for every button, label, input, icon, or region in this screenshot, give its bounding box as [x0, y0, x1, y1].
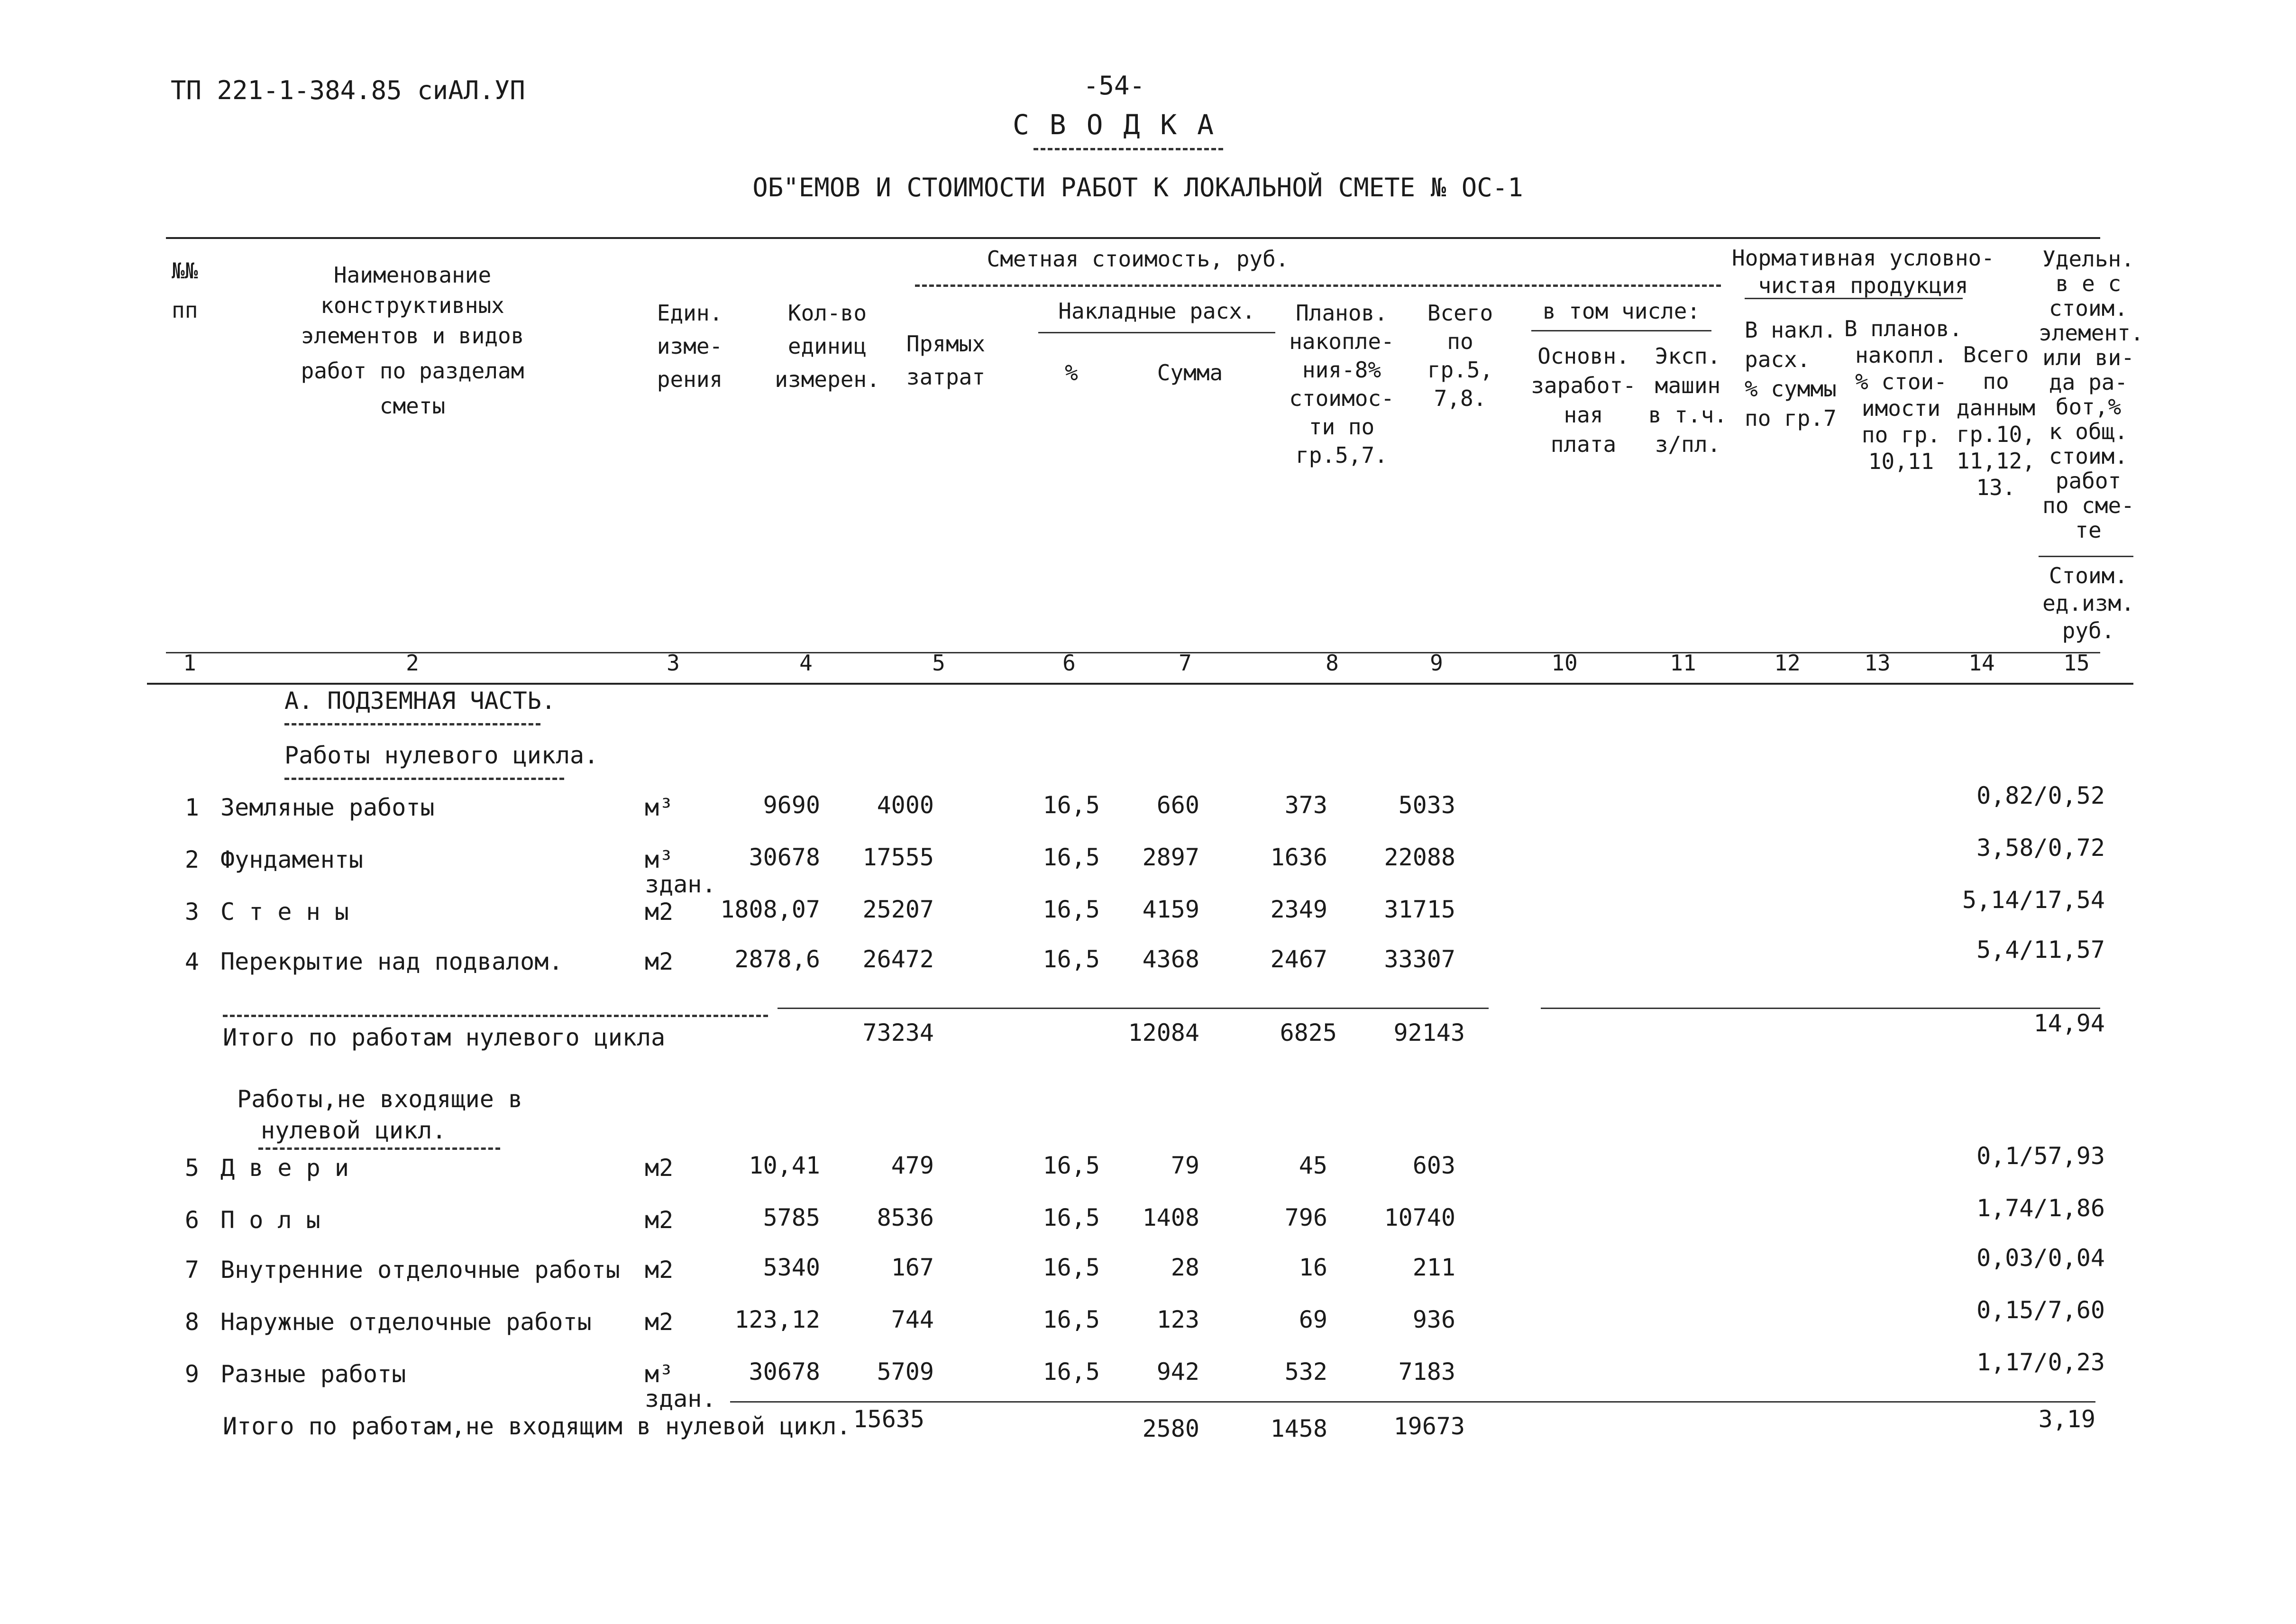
header-specific-line: Удельн. — [2042, 246, 2134, 272]
header-specific-unit — [2039, 562, 2138, 644]
header-direct-line: Прямых — [906, 331, 986, 357]
header-unit-line: Един. — [657, 300, 723, 326]
row-planned: 532 — [1284, 1358, 1327, 1385]
zero-total-label: Итого по работам нулевого цикла — [223, 1024, 666, 1051]
column-number: 5 — [932, 650, 945, 676]
document-code: ТП 221-1-384.85 сиАЛ.УП — [171, 75, 525, 105]
row-total: 10740 — [1384, 1204, 1455, 1231]
row-name: С т е н ы — [220, 898, 349, 926]
header-norm-overhead-line: В накл. — [1745, 317, 1837, 343]
zero-total-planned: 6825 — [1280, 1019, 1337, 1046]
header-total — [1413, 299, 1508, 413]
header-norm-total-line: 13. — [1976, 475, 2016, 500]
header-norm-planned-line: % стои- — [1855, 369, 1947, 395]
header-norm-overhead-line: % суммы — [1745, 376, 1837, 402]
row-direct: 479 — [891, 1152, 934, 1179]
column-number: 13 — [1864, 650, 1891, 676]
row-overhead-sum: 4368 — [1142, 945, 1199, 973]
column-number: 6 — [1062, 650, 1076, 676]
header-norm-total — [1948, 341, 2043, 501]
row-unit: м2 — [645, 1154, 674, 1182]
header-wages-line: Основн. — [1537, 343, 1629, 369]
row-qty: 1808,07 — [720, 896, 820, 923]
row-name: Внутренние отделочные работы — [220, 1256, 620, 1284]
non-zero-total-sum: 2580 — [1142, 1415, 1199, 1442]
overhead-group-rule — [1038, 332, 1275, 333]
header-overhead-sum: Сумма — [1157, 360, 1223, 385]
header-specific — [2039, 246, 2144, 543]
row-direct: 17555 — [862, 844, 934, 871]
row-total: 7183 — [1398, 1358, 1455, 1385]
header-specific-line: бот,% — [2055, 394, 2122, 420]
row-total: 936 — [1412, 1306, 1455, 1333]
row-overhead-pct: 16,5 — [1043, 1358, 1100, 1385]
row-number: 4 — [184, 948, 199, 975]
row-qty: 2878,6 — [734, 945, 820, 973]
row-specific: 0,03/0,04 — [1976, 1244, 2105, 1272]
row-specific: 3,58/0,72 — [1976, 834, 2105, 862]
header-wages-line: плата — [1550, 431, 1617, 457]
header-machines-line: Эксп. — [1655, 343, 1721, 369]
row-qty: 30678 — [749, 1358, 820, 1385]
row-specific: 1,74/1,86 — [1976, 1194, 2105, 1222]
row-planned: 796 — [1284, 1204, 1327, 1231]
header-total-line: по — [1447, 329, 1473, 354]
specific-split-rule — [2039, 556, 2133, 557]
header-specific-unit-line: руб. — [2062, 618, 2115, 643]
zero-total-rule — [223, 1015, 768, 1017]
header-unit — [642, 296, 737, 396]
header-incl-group: в том числе: — [1542, 298, 1701, 324]
row-planned: 1636 — [1270, 844, 1327, 871]
row-name: Д в е р и — [220, 1154, 349, 1182]
column-number: 15 — [2063, 650, 2090, 676]
row-overhead-pct: 16,5 — [1043, 791, 1100, 819]
row-specific: 0,1/57,93 — [1976, 1142, 2105, 1170]
header-specific-line: по сме- — [2042, 493, 2134, 518]
page-number: -54- — [1083, 71, 1145, 101]
row-overhead-sum: 79 — [1171, 1152, 1199, 1179]
title-underline — [1034, 148, 1223, 150]
header-qty-line: Кол-во — [787, 300, 867, 326]
header-specific-line: в е с — [2055, 271, 2122, 296]
header-norm-planned-line: 10,11 — [1868, 449, 1934, 474]
non-zero-total-total: 19673 — [1393, 1413, 1465, 1440]
row-specific: 5,4/11,57 — [1976, 936, 2105, 963]
row-specific: 5,14/17,54 — [1962, 886, 2105, 914]
row-overhead-sum: 4159 — [1142, 896, 1199, 923]
header-norm-total-line: Всего — [1963, 342, 2029, 367]
row-total: 5033 — [1398, 791, 1455, 819]
non-zero-total-planned: 1458 — [1270, 1415, 1327, 1442]
column-number: 2 — [406, 650, 419, 676]
row-overhead-pct: 16,5 — [1043, 844, 1100, 871]
header-specific-line: стоим. — [2049, 295, 2128, 321]
non-zero-total-direct: 15635 — [853, 1405, 924, 1433]
row-overhead-pct: 16,5 — [1043, 1152, 1100, 1179]
row-unit-suffix: здан. — [645, 1385, 716, 1413]
row-direct: 4000 — [877, 791, 934, 819]
row-unit: м³ — [645, 1360, 674, 1388]
row-overhead-pct: 16,5 — [1043, 896, 1100, 923]
row-name: Наружные отделочные работы — [220, 1308, 592, 1336]
header-norm-total-line: данным — [1956, 395, 2036, 421]
header-wages — [1527, 341, 1640, 459]
column-numbers-bottom-rule — [147, 683, 2133, 685]
non-zero-total-label: Итого по работам,не входящим в нулевой цикл. — [223, 1413, 851, 1440]
row-qty: 5340 — [763, 1254, 820, 1281]
header-wages-line: ная — [1564, 402, 1603, 428]
header-norm-planned-line: накопл. — [1855, 342, 1947, 368]
header-machines-line: в т.ч. — [1648, 402, 1728, 428]
header-overhead-group: Накладные расх. — [1058, 298, 1255, 324]
row-planned: 2467 — [1270, 945, 1327, 973]
row-overhead-pct: 16,5 — [1043, 945, 1100, 973]
header-name — [265, 256, 559, 425]
non-zero-total-rule — [730, 1401, 2095, 1403]
header-planned-line: накопле- — [1289, 329, 1394, 354]
header-qty-line: измерен. — [775, 367, 880, 392]
header-total-line: 7,8. — [1434, 385, 1487, 411]
header-name-line: Наименование — [333, 262, 492, 288]
header-norm-group-line: чистая продукция — [1758, 273, 1968, 298]
row-total: 33307 — [1384, 945, 1455, 973]
header-overhead-pct: % — [1065, 360, 1078, 385]
row-planned: 69 — [1299, 1306, 1327, 1333]
section-a-underline — [284, 723, 540, 725]
header-norm-group — [1721, 244, 2005, 299]
header-norm-total-line: 11,12, — [1956, 448, 2036, 474]
header-specific-line: да ра- — [2049, 369, 2128, 395]
row-direct: 25207 — [862, 896, 934, 923]
row-name: П о л ы — [220, 1206, 320, 1234]
non-zero-heading-line: нулевой цикл. — [261, 1117, 447, 1144]
row-overhead-pct: 16,5 — [1043, 1204, 1100, 1231]
row-unit: м2 — [645, 1256, 674, 1284]
column-number: 10 — [1551, 650, 1578, 676]
row-direct: 5709 — [877, 1358, 934, 1385]
row-name: Земляные работы — [220, 794, 435, 821]
header-specific-line: или ви- — [2042, 345, 2134, 370]
header-norm-planned-line: В планов. — [1844, 316, 1963, 341]
header-name-line: элементов и видов — [301, 323, 524, 349]
header-num — [172, 258, 198, 323]
row-planned: 2349 — [1270, 896, 1327, 923]
row-number: 8 — [184, 1308, 199, 1336]
row-name: Фундаменты — [220, 846, 364, 873]
table-top-rule — [166, 237, 2100, 239]
row-name: Перекрытие над подвалом. — [220, 948, 563, 975]
row-number: 3 — [184, 898, 199, 926]
row-specific: 0,15/7,60 — [1976, 1296, 2105, 1324]
zero-cycle-heading: Работы нулевого цикла. — [284, 742, 599, 769]
row-qty: 10,41 — [749, 1152, 820, 1179]
row-total: 603 — [1412, 1152, 1455, 1179]
row-unit: м2 — [645, 948, 674, 975]
row-number: 7 — [184, 1256, 199, 1284]
row-unit: м2 — [645, 1308, 674, 1336]
row-unit: м2 — [645, 898, 674, 926]
header-total-line: Всего — [1427, 300, 1493, 326]
row-planned: 45 — [1299, 1152, 1327, 1179]
header-norm-total-line: по — [1983, 368, 2009, 394]
header-machines-line: з/пл. — [1655, 431, 1721, 457]
row-unit: м³ — [645, 846, 674, 873]
row-overhead-sum: 28 — [1171, 1254, 1199, 1281]
header-num-line: №№ — [172, 258, 198, 284]
non-zero-total-spec: 3,19 — [2038, 1405, 2095, 1433]
row-direct: 167 — [891, 1254, 934, 1281]
header-planned-line: гр.5,7. — [1296, 442, 1388, 468]
incl-group-rule — [1531, 330, 1711, 331]
page-title: С В О Д К А — [1012, 109, 1216, 141]
header-planned — [1280, 299, 1403, 469]
header-specific-unit-line: Стоим. — [2049, 563, 2128, 588]
row-unit-suffix: здан. — [645, 871, 716, 898]
row-unit: м³ — [645, 794, 674, 821]
column-number: 14 — [1968, 650, 1995, 676]
norm-group-rule — [1745, 298, 1963, 299]
header-qty-line: единиц — [787, 333, 867, 359]
row-specific: 1,17/0,23 — [1976, 1349, 2105, 1376]
header-cost-group: Сметная стоимость, руб. — [987, 246, 1289, 272]
row-overhead-sum: 2897 — [1142, 844, 1199, 871]
header-specific-unit-line: ед.изм. — [2042, 590, 2134, 616]
row-number: 2 — [184, 846, 199, 873]
header-planned-line: ти по — [1308, 414, 1375, 440]
column-number: 1 — [183, 650, 196, 676]
header-norm-total-line: гр.10, — [1956, 422, 2036, 447]
header-specific-line: те — [2075, 517, 2102, 543]
column-number: 11 — [1670, 650, 1696, 676]
header-name-line: конструктивных — [320, 293, 504, 318]
row-specific: 0,82/0,52 — [1976, 782, 2105, 809]
zero-total-rule — [778, 1008, 1489, 1009]
row-overhead-pct: 16,5 — [1043, 1306, 1100, 1333]
header-norm-planned-line: по гр. — [1861, 422, 1941, 448]
row-planned: 373 — [1284, 791, 1327, 819]
column-number: 12 — [1774, 650, 1801, 676]
header-direct — [891, 327, 1000, 394]
header-unit-line: изме- — [657, 333, 723, 359]
row-number: 1 — [184, 794, 199, 821]
header-norm-planned-line: имости — [1861, 395, 1941, 421]
row-qty: 30678 — [749, 844, 820, 871]
header-norm-planned — [1844, 315, 1963, 475]
header-wages-line: заработ- — [1531, 373, 1636, 398]
column-number: 3 — [667, 650, 680, 676]
row-overhead-pct: 16,5 — [1043, 1254, 1100, 1281]
header-norm-group-line: Нормативная условно- — [1732, 245, 1994, 271]
header-norm-overhead-line: расх. — [1745, 347, 1811, 372]
row-overhead-sum: 942 — [1156, 1358, 1199, 1385]
non-zero-heading — [237, 1083, 522, 1146]
zero-cycle-underline — [284, 778, 564, 780]
row-direct: 8536 — [877, 1204, 934, 1231]
header-direct-line: затрат — [906, 364, 986, 390]
row-planned: 16 — [1299, 1254, 1327, 1281]
section-a-title: А. ПОДЗЕМНАЯ ЧАСТЬ. — [284, 687, 556, 715]
header-name-line: работ по разделам — [301, 358, 524, 384]
row-unit: м2 — [645, 1206, 674, 1234]
row-qty: 5785 — [763, 1204, 820, 1231]
column-number: 4 — [799, 650, 813, 676]
zero-total-direct: 73234 — [862, 1019, 934, 1046]
row-qty: 123,12 — [734, 1306, 820, 1333]
row-number: 6 — [184, 1206, 199, 1234]
row-total: 211 — [1412, 1254, 1455, 1281]
header-specific-line: к общ. — [2049, 419, 2128, 444]
header-total-line: гр.5, — [1427, 357, 1493, 383]
zero-total-rule — [1541, 1008, 2100, 1009]
row-overhead-sum: 660 — [1156, 791, 1199, 819]
non-zero-underline — [258, 1147, 500, 1150]
row-overhead-sum: 123 — [1156, 1306, 1199, 1333]
row-name: Разные работы — [220, 1360, 406, 1388]
zero-total-sum: 12084 — [1128, 1019, 1199, 1046]
zero-total-spec: 14,94 — [2033, 1009, 2105, 1037]
column-number: 9 — [1430, 650, 1443, 676]
header-norm-overhead — [1745, 315, 1837, 433]
row-number: 9 — [184, 1360, 199, 1388]
row-overhead-sum: 1408 — [1142, 1204, 1199, 1231]
header-planned-line: Планов. — [1296, 300, 1388, 326]
header-specific-line: элемент. — [2039, 320, 2144, 346]
header-specific-line: работ — [2055, 468, 2122, 494]
row-direct: 744 — [891, 1306, 934, 1333]
header-unit-line: рения — [657, 367, 723, 392]
header-planned-line: ния-8% — [1302, 357, 1381, 383]
zero-total-total: 92143 — [1393, 1019, 1465, 1046]
header-name-line: сметы — [379, 393, 446, 419]
cost-group-rule — [915, 284, 1721, 287]
non-zero-heading-line: Работы,не входящие в — [237, 1085, 523, 1113]
header-num-line: пп — [172, 297, 198, 323]
header-planned-line: стоимос- — [1289, 385, 1394, 411]
header-specific-line: стоим. — [2049, 443, 2128, 469]
header-machines — [1645, 341, 1730, 459]
header-norm-overhead-line: по гр.7 — [1745, 405, 1837, 431]
column-number: 7 — [1179, 650, 1192, 676]
header-qty — [761, 296, 894, 396]
row-total: 31715 — [1384, 896, 1455, 923]
page-subtitle: ОБ"ЕМОВ И СТОИМОСТИ РАБОТ К ЛОКАЛЬНОЙ СМЕТЕ № ОС-1 — [752, 173, 1523, 202]
column-number: 8 — [1326, 650, 1339, 676]
header-machines-line: машин — [1655, 373, 1721, 398]
row-number: 5 — [184, 1154, 199, 1182]
row-qty: 9690 — [763, 791, 820, 819]
row-total: 22088 — [1384, 844, 1455, 871]
row-direct: 26472 — [862, 945, 934, 973]
